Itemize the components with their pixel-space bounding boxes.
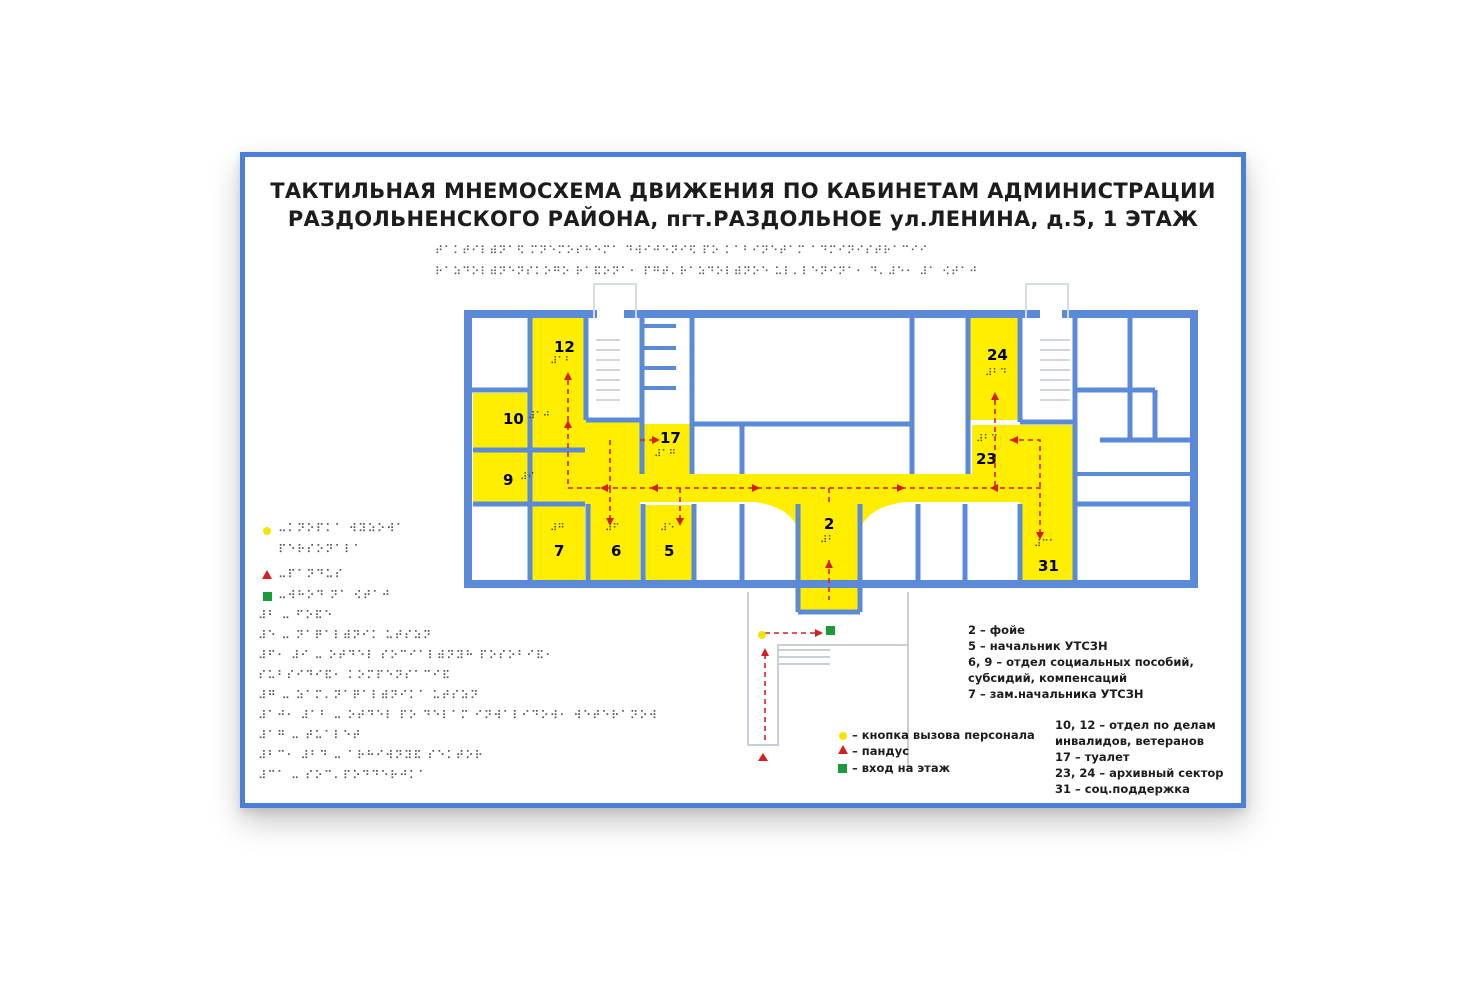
room-braille-17: ⠼⠁⠛ xyxy=(654,449,676,460)
legend-ramp: – пандус xyxy=(852,744,910,758)
braille-legend-call-button-1: ⠤⠅⠝⠕⠏⠅⠁ ⠺⠽⠵⠕⠺⠁ xyxy=(278,521,406,535)
entrance-legend-icon xyxy=(263,592,272,601)
ramp-legend-icon xyxy=(262,570,272,579)
braille-title-line-1: ⠞⠁⠅⠞⠊⠇⠾⠝⠁⠫ ⠍⠝⠑⠍⠕⠎⠓⠑⠍⠁ ⠙⠺⠊⠚⠑⠝⠊⠫ ⠏⠕ ⠅⠁⠃⠊⠝⠑⠞⠁⠍ ⠁⠙⠍⠊⠝⠊⠎⠞⠗⠁⠉⠊⠊ xyxy=(435,244,929,257)
braille-legend-call-button-2: ⠏⠑⠗⠎⠕⠝⠁⠇⠁ xyxy=(278,542,363,556)
room-braille-12: ⠼⠁⠃ xyxy=(550,356,572,367)
braille-legend-line: ⠼⠃ ⠤ ⠋⠕⠯⠑ xyxy=(258,608,334,622)
room-number-6: 6 xyxy=(611,542,622,560)
room-legend-entry: субсидий, компенсаций xyxy=(968,671,1128,685)
room-braille-24: ⠼⠃⠙ xyxy=(985,368,1007,379)
braille-legend-line: ⠼⠁⠛ ⠤ ⠞⠥⠁⠇⠑⠞ xyxy=(258,728,362,742)
room-legend-entry: инвалидов, ветеранов xyxy=(1055,734,1205,748)
braille-legend-line: ⠼⠋⠂ ⠼⠊ ⠤ ⠕⠞⠙⠑⠇ ⠎⠕⠉⠊⠁⠇⠾⠝⠽⠓ ⠏⠕⠎⠕⠃⠊⠯⠂ xyxy=(258,648,555,662)
sign-title-line-1: ТАКТИЛЬНАЯ МНЕМОСХЕМА ДВИЖЕНИЯ ПО КАБИНЕТАМ АДМИНИСТРАЦИИ xyxy=(270,179,1216,203)
room-braille-6: ⠼⠋ xyxy=(605,523,620,534)
braille-legend-entrance: ⠤⠺⠓⠕⠙ ⠝⠁ ⠪⠞⠁⠚ xyxy=(278,588,391,602)
call-button-legend-icon xyxy=(839,732,847,740)
braille-legend-line: ⠼⠑ ⠤ ⠝⠁⠟⠁⠇⠾⠝⠊⠅ ⠥⠞⠎⠵⠝ xyxy=(258,628,433,642)
room-braille-5: ⠼⠑ xyxy=(660,523,675,534)
braille-legend-line: ⠼⠉⠁ ⠤ ⠎⠕⠉⠄⠏⠕⠙⠙⠑⠗⠚⠅⠁ xyxy=(258,768,428,782)
room-braille-9: ⠼⠊ xyxy=(520,472,535,483)
room-number-12: 12 xyxy=(554,338,575,356)
braille-legend-line: ⠼⠁⠚⠂ ⠼⠁⠃ ⠤ ⠕⠞⠙⠑⠇ ⠏⠕ ⠙⠑⠇⠁⠍ ⠊⠝⠺⠁⠇⠊⠙⠕⠺⠂ ⠺⠑⠞⠑⠗⠁⠝⠕⠺ xyxy=(258,708,659,722)
room-number-17: 17 xyxy=(660,429,681,447)
room-number-23: 23 xyxy=(976,450,997,468)
braille-legend-line: ⠼⠃⠉⠂ ⠼⠃⠙ ⠤ ⠁⠗⠓⠊⠺⠝⠽⠯ ⠎⠑⠅⠞⠕⠗ xyxy=(258,748,484,762)
braille-legend-line: ⠼⠛ ⠤ ⠵⠁⠍⠄⠝⠁⠟⠁⠇⠾⠝⠊⠅⠁ ⠥⠞⠎⠵⠝ xyxy=(258,688,480,702)
room-legend-entry: 5 – начальник УТСЗН xyxy=(968,639,1108,653)
room-number-9: 9 xyxy=(503,471,514,489)
braille-title-line-2: ⠗⠁⠵⠙⠕⠇⠾⠝⠑⠝⠎⠅⠕⠛⠕ ⠗⠁⠯⠕⠝⠁⠂ ⠏⠛⠞⠄⠗⠁⠵⠙⠕⠇⠾⠝⠕⠑ ⠥⠇⠄⠇⠑⠝⠊⠝⠁⠂ ⠙⠄⠼⠑⠂ ⠼⠁ ⠪⠞⠁⠚ xyxy=(435,265,979,278)
room-legend-entry: 23, 24 – архивный сектор xyxy=(1055,766,1224,780)
room-legend-entry: 31 – соц.поддержка xyxy=(1055,782,1190,796)
room-number-5: 5 xyxy=(664,542,675,560)
ramp-marker xyxy=(758,753,768,761)
room-braille-10: ⠼⠁⠚ xyxy=(528,411,550,422)
room-legend-entry: 2 – фойе xyxy=(968,623,1025,637)
entrance-legend-icon xyxy=(838,764,847,773)
room-legend-entry: 6, 9 – отдел социальных пособий, xyxy=(968,655,1194,669)
entrance-marker xyxy=(826,626,835,635)
legend-call-button: – кнопка вызова персонала xyxy=(852,728,1035,742)
ramp-legend-icon xyxy=(838,745,848,754)
legend-entrance: – вход на этаж xyxy=(852,761,951,775)
room-number-7: 7 xyxy=(554,542,565,560)
braille-legend-ramp: ⠤⠏⠁⠝⠙⠥⠎ xyxy=(278,567,344,581)
room-number-24: 24 xyxy=(987,346,1008,364)
room-braille-2: ⠼⠃ xyxy=(820,535,835,546)
sign-title-line-2: РАЗДОЛЬНЕНСКОГО РАЙОНА, пгт.РАЗДОЛЬНОЕ ул.ЛЕНИНА, д.5, 1 ЭТАЖ xyxy=(287,207,1199,231)
call-button-legend-icon xyxy=(263,527,271,535)
room-number-2: 2 xyxy=(824,515,835,533)
room-braille-7: ⠼⠛ xyxy=(550,523,565,534)
room-legend-entry: 10, 12 – отдел по делам xyxy=(1055,718,1216,732)
room-braille-23: ⠼⠃⠉ xyxy=(976,434,998,445)
zone-corridor-right xyxy=(1020,425,1075,535)
room-legend-entry: 7 – зам.начальника УТСЗН xyxy=(968,687,1144,701)
room-number-10: 10 xyxy=(503,410,524,428)
room-number-31: 31 xyxy=(1038,557,1059,575)
call-button-marker xyxy=(758,631,766,639)
room-legend-entry: 17 – туалет xyxy=(1055,750,1130,764)
braille-legend-line: ⠎⠥⠃⠎⠊⠙⠊⠯⠂ ⠅⠕⠍⠏⠑⠝⠎⠁⠉⠊⠯ xyxy=(258,668,452,682)
room-braille-31: ⠼⠉⠁ xyxy=(1034,539,1056,550)
